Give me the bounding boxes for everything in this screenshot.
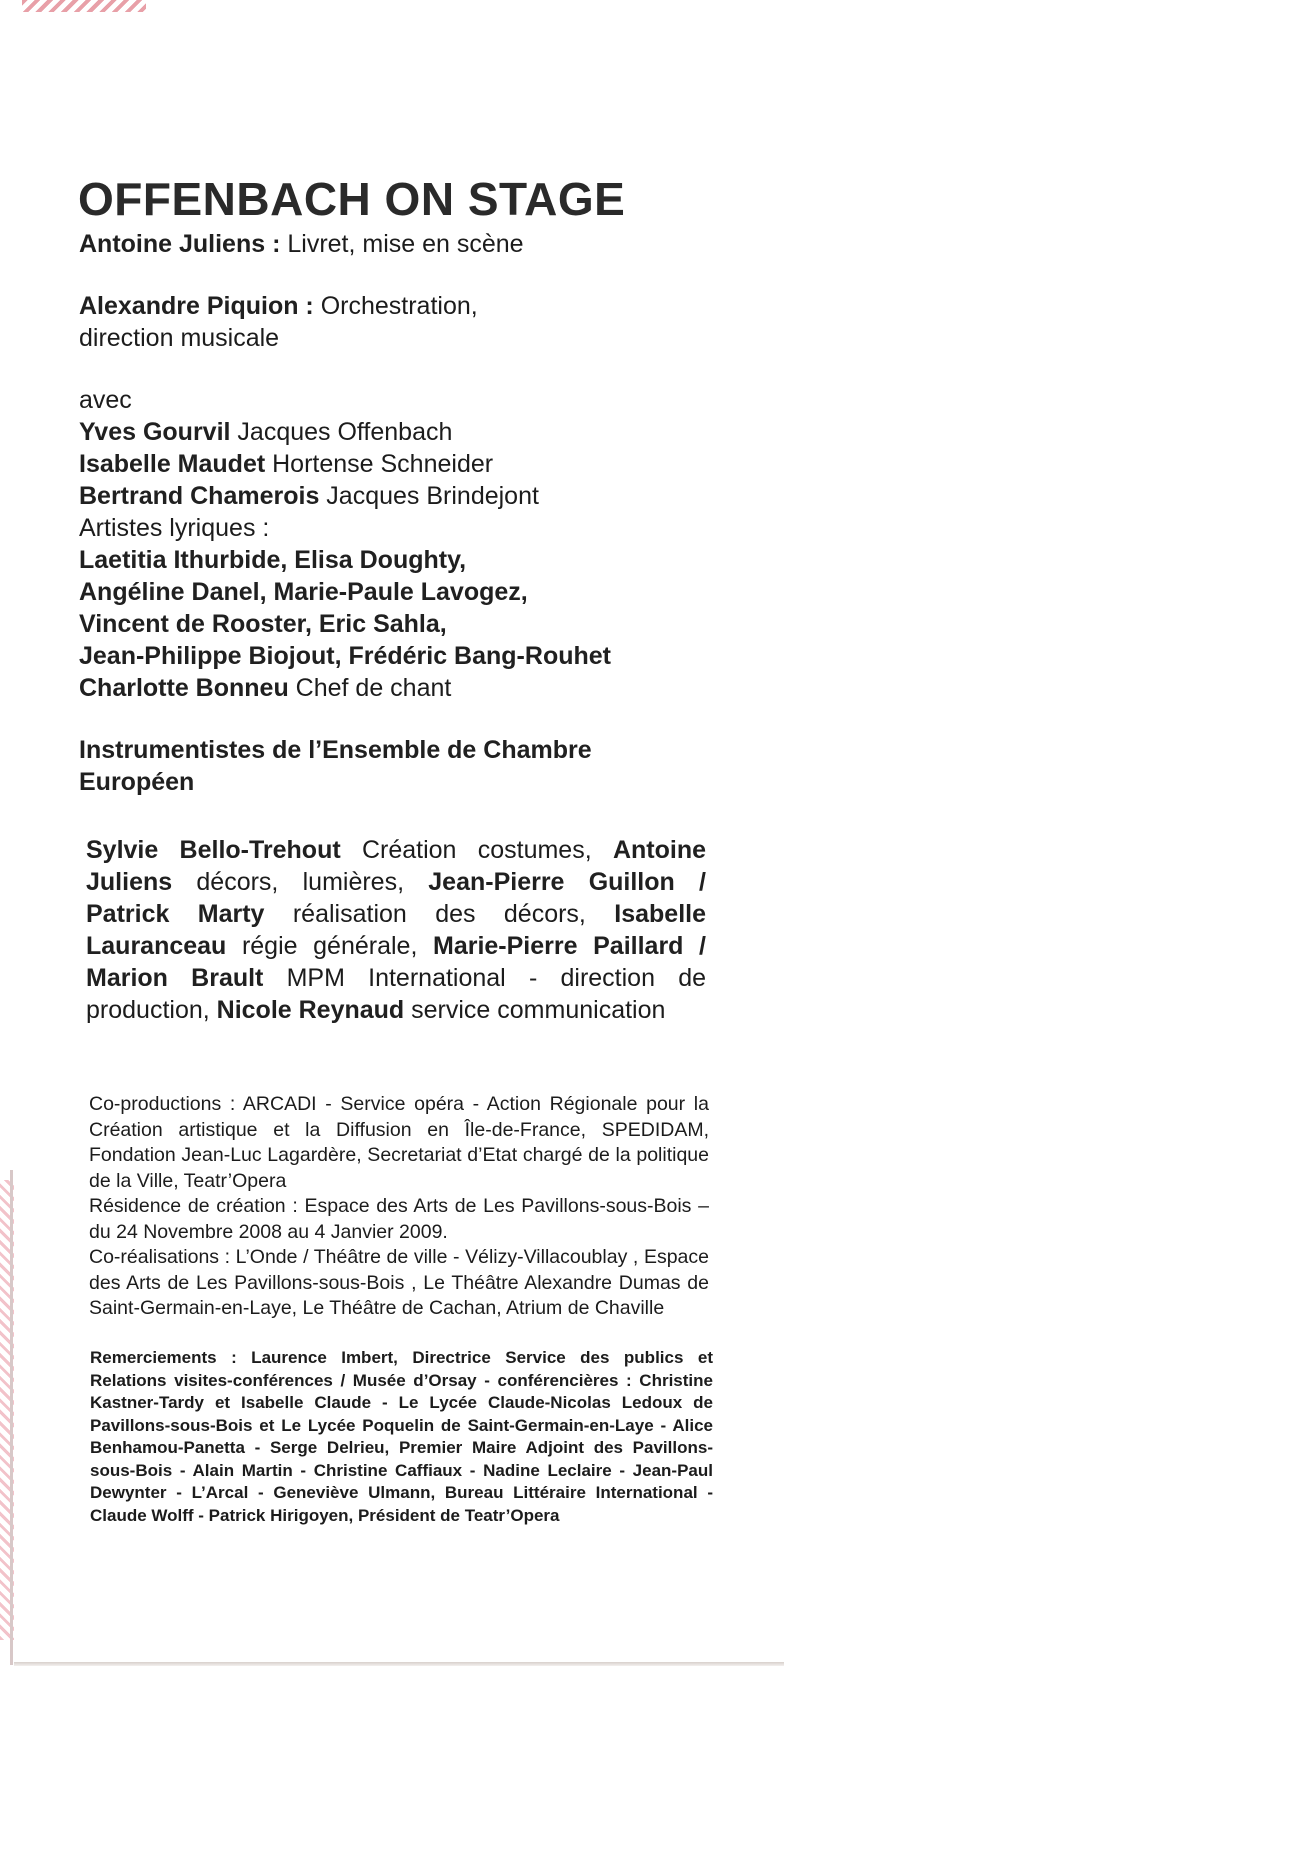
vocal-coach-role: Chef de chant — [288, 674, 452, 702]
residence-text: Résidence de création : Espace des Arts de Les Pavillons-sous-Bois – du 24 Novembre 2008 au 4 Janvier 2009. — [89, 1195, 709, 1243]
acknowledgements-text: Remerciements : Laurence Imbert, Directrice Service des publics et Relations visites-conférences / Musée d’Orsay - conférencières : Christine Kastner-Tardy et Isabelle Claude - Le Lycée Claude-Nicolas Ledoux de Pavillons-sous-Bois et Le Lycée Poquelin de Saint-Germain-en-Laye - Alice Benhamou-Panetta - Serge Delrieu, Premier Maire Adjoint des Pavillons-sous-Bois - Alain Martin - Christine Caffiaux - Nadine Leclaire - Jean-Paul Dewynter - L’Arcal - Geneviève Ulmann, Bureau Littéraire International - Claude Wolff - Patrick Hirigoyen, Président de Teatr’Opera — [90, 1348, 713, 1525]
lyric-artists-line: Laetitia Ithurbide, Elisa Doughty, — [79, 546, 467, 574]
creator-role: Orchestration, direction musicale — [79, 292, 478, 352]
coproductions-text: Co-productions : ARCADI - Service opéra - Action Régionale pour la Création artistique et la Diffusion en Île-de-France, SPEDIDAM, Fondation Jean-Luc Lagardère, Secretariat d’Etat chargé de la politique de la Ville, Teatr’Opera — [89, 1093, 709, 1192]
creator-line — [79, 228, 719, 260]
cast-role: Jacques Offenbach — [230, 418, 453, 446]
cast-role: Jacques Brindejont — [319, 482, 539, 510]
page-edge-left — [10, 1170, 13, 1665]
staff-role: service communication — [404, 996, 666, 1024]
page-title: OFFENBACH ON STAGE — [78, 173, 626, 225]
cast-intro: avec — [79, 386, 132, 414]
cast-role: Hortense Schneider — [265, 450, 494, 478]
cast-line — [79, 480, 719, 512]
production-notes — [89, 1092, 709, 1322]
scan-edge-stripe-top — [22, 0, 146, 12]
cast-name: Bertrand Chamerois — [79, 482, 320, 510]
cast-name: Isabelle Maudet — [79, 450, 266, 478]
page-edge-bottom — [14, 1662, 784, 1666]
staff-name: Antoine Juliens — [86, 836, 706, 896]
cast-line — [79, 416, 719, 448]
creator-name: Alexandre Piquion — [79, 292, 299, 320]
staff-name: Jean-Pierre Guillon / Patrick Marty — [86, 868, 706, 928]
staff-role: MPM International - direction de production, — [86, 964, 706, 1024]
staff-name: Nicole Reynaud — [216, 996, 405, 1024]
staff-role: réalisation des décors, — [264, 900, 615, 928]
cast-name: Yves Gourvil — [79, 418, 231, 446]
cast-line — [79, 448, 719, 480]
staff-name: Sylvie Bello-Trehout — [86, 836, 341, 864]
corealisations-text: Co-réalisations : L’Onde / Théâtre de ville - Vélizy-Villacoublay , Espace des Arts de Les Pavillons-sous-Bois , Le Théâtre Alexandre Dumas de Saint-Germain-en-Laye, Le Théâtre de Cachan, Atrium de Chaville — [89, 1246, 709, 1319]
lyric-artists-line: Angéline Danel, Marie-Paule Lavogez, — [79, 578, 528, 606]
creator-name: Antoine Juliens — [79, 230, 266, 258]
vocal-coach-name: Charlotte Bonneu — [79, 674, 289, 702]
lyric-artists-label: Artistes lyriques : — [79, 514, 270, 542]
creator-separator: : — [265, 230, 288, 258]
creator-line — [79, 290, 539, 354]
staff-name: Isabelle Lauranceau — [86, 900, 706, 960]
acknowledgements — [90, 1347, 713, 1527]
lyric-artists-line: Jean-Philippe Biojout, Frédéric Bang-Rouhet — [79, 642, 611, 670]
staff-name: Marie-Pierre Paillard / Marion Brault — [86, 932, 706, 992]
vocal-coach-line — [79, 672, 719, 704]
lyric-artists-line: Vincent de Rooster, Eric Sahla, — [79, 610, 447, 638]
credits-block — [79, 228, 719, 798]
staff-role: régie générale, — [226, 932, 433, 960]
staff-role: décors, lumières, — [172, 868, 429, 896]
staff-credits — [86, 834, 706, 1026]
creator-separator: : — [298, 292, 321, 320]
staff-paragraph — [86, 834, 706, 1026]
staff-role: Création costumes, — [340, 836, 613, 864]
creator-role: Livret, mise en scène — [287, 230, 524, 258]
ensemble-line: Instrumentistes de l’Ensemble de Chambre Européen — [79, 736, 592, 796]
